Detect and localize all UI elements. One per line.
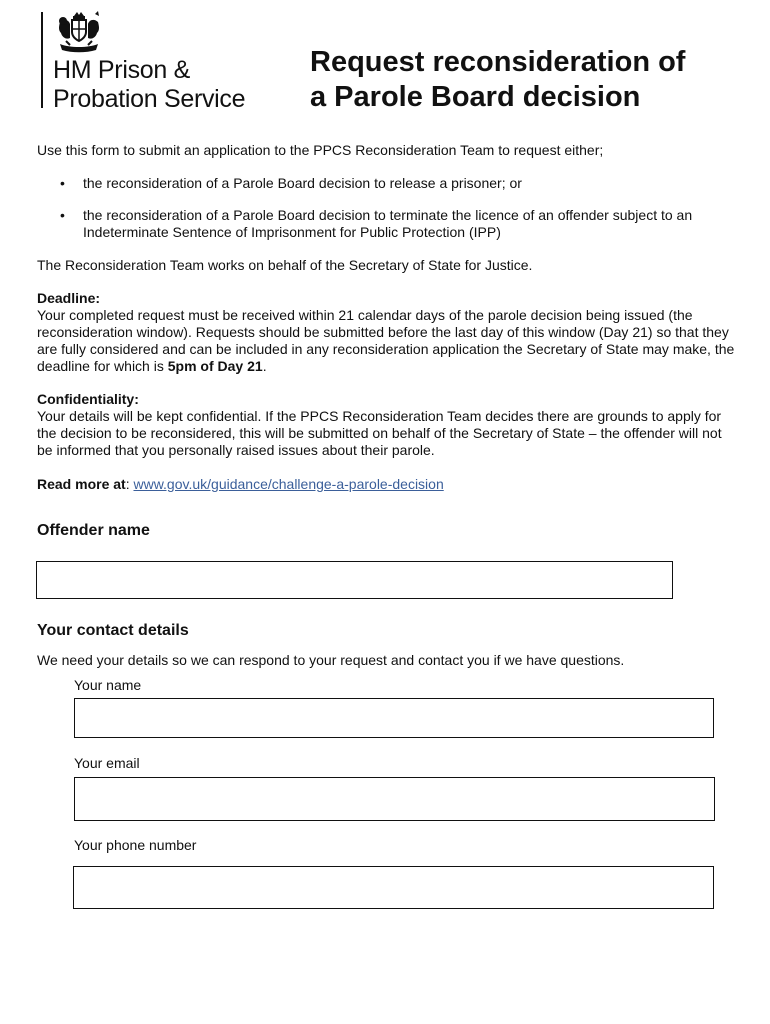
read-more-label: Read more at <box>37 476 126 492</box>
title-line-1: Request reconsideration of <box>310 46 686 78</box>
title-line-2: a Parole Board decision <box>310 81 641 113</box>
confidentiality-section <box>37 391 737 459</box>
your-name-label: Your name <box>74 677 142 693</box>
confidentiality-heading: Confidentiality: <box>37 391 139 407</box>
your-name-input[interactable] <box>74 698 714 738</box>
offender-name-input[interactable] <box>36 561 673 599</box>
list-item: • the reconsideration of a Parole Board decision to release a prisoner; or <box>60 175 763 192</box>
your-phone-label: Your phone number <box>74 837 197 853</box>
confidentiality-text: Your details will be kept confidential. If the PPCS Reconsideration Team decides there are grounds to apply for the decision to be reconsidered, this will be submitted on behalf of the Secretary of State – the offender will not be informed that you personally raised issues about their parole. <box>37 408 722 458</box>
guidance-link[interactable]: www.gov.uk/guidance/challenge-a-parole-decision <box>133 476 444 492</box>
behalf-note: The Reconsideration Team works on behalf of the Secretary of State for Justice. <box>37 257 533 273</box>
offender-name-heading: Offender name <box>37 522 150 539</box>
organisation-name <box>53 56 245 114</box>
contact-intro: We need your details so we can respond to your request and contact you if we have questions. <box>37 652 625 668</box>
your-phone-input[interactable] <box>73 866 714 909</box>
header-divider <box>41 12 43 108</box>
org-line-1: HM Prison & <box>53 56 191 84</box>
org-line-2: Probation Service <box>53 85 246 113</box>
deadline-heading: Deadline: <box>37 290 101 306</box>
contact-details-heading: Your contact details <box>37 622 189 639</box>
page-title <box>310 45 685 115</box>
royal-coat-of-arms-icon <box>54 10 104 54</box>
your-email-label: Your email <box>74 755 140 771</box>
deadline-text: Your completed request must be received within 21 calendar days of the parole decision being issued (the reconsideration window). Requests should be submitted before the last day of this window (Day 21) so that they are fully considered and can be included in any reconsideration application the Secretary of State may make, the deadline for which is 5pm of Day 21. <box>37 307 735 374</box>
your-email-input[interactable] <box>74 777 715 821</box>
read-more: Read more at: www.gov.uk/guidance/challenge-a-parole-decision <box>37 476 444 492</box>
list-item: • the reconsideration of a Parole Board decision to terminate the licence of an offender subject to an Indeterminate Sentence of Imprisonment for Public Protection (IPP) <box>60 207 763 241</box>
deadline-emphasis: 5pm of Day 21 <box>167 358 263 374</box>
intro-text: Use this form to submit an application to the PPCS Reconsideration Team to request either; <box>37 142 604 158</box>
deadline-section <box>37 290 737 375</box>
